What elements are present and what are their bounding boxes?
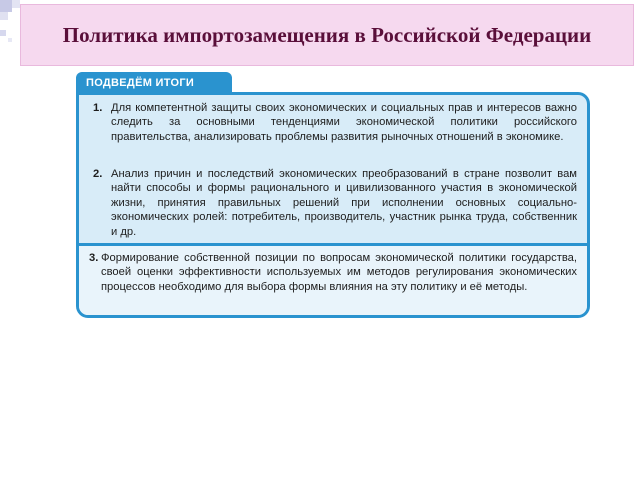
summary-item-1: [79, 101, 587, 144]
summary-item-3-text: Формирование собственной позиции по вопросам экономической политики государства, своей оценки эффективности используемых им методов регулирования экономических процессов необходимо для выбора формы влияния на эту политику и её методы.: [101, 252, 577, 293]
summary-item-2: [79, 167, 587, 239]
summary-item-2-text: Анализ причин и последствий экономических преобразований в стране позволит вам найти способы и формы рационального и цивилизованного участия в экономической жизни, принятия правильных решений при исполнении основных социально-экономических ролей: потребитель, производитель, участник рынка труда, собственник и др.: [111, 168, 577, 238]
summary-item-3-number: 3.: [89, 252, 99, 264]
summary-item-1-text: Для компетентной защиты своих экономических и социальных прав и интересов важно следить за основными тенденциями экономической политики российского правительства, анализировать проблемы развития рыночных отношений в экономике.: [111, 102, 577, 143]
corner-decoration: [0, 0, 20, 480]
summary-item-1-number: 1.: [93, 102, 103, 114]
slide-title: Политика импортозамещения в Российской Федерации: [62, 22, 592, 47]
summary-heading: ПОДВЕДЁМ ИТОГИ: [76, 72, 232, 94]
summary-card: [76, 92, 590, 318]
slide-title-box: [20, 4, 634, 66]
summary-item-3-panel: [79, 246, 587, 315]
summary-item-2-number: 2.: [93, 168, 103, 180]
summary-item-3: [79, 251, 587, 294]
